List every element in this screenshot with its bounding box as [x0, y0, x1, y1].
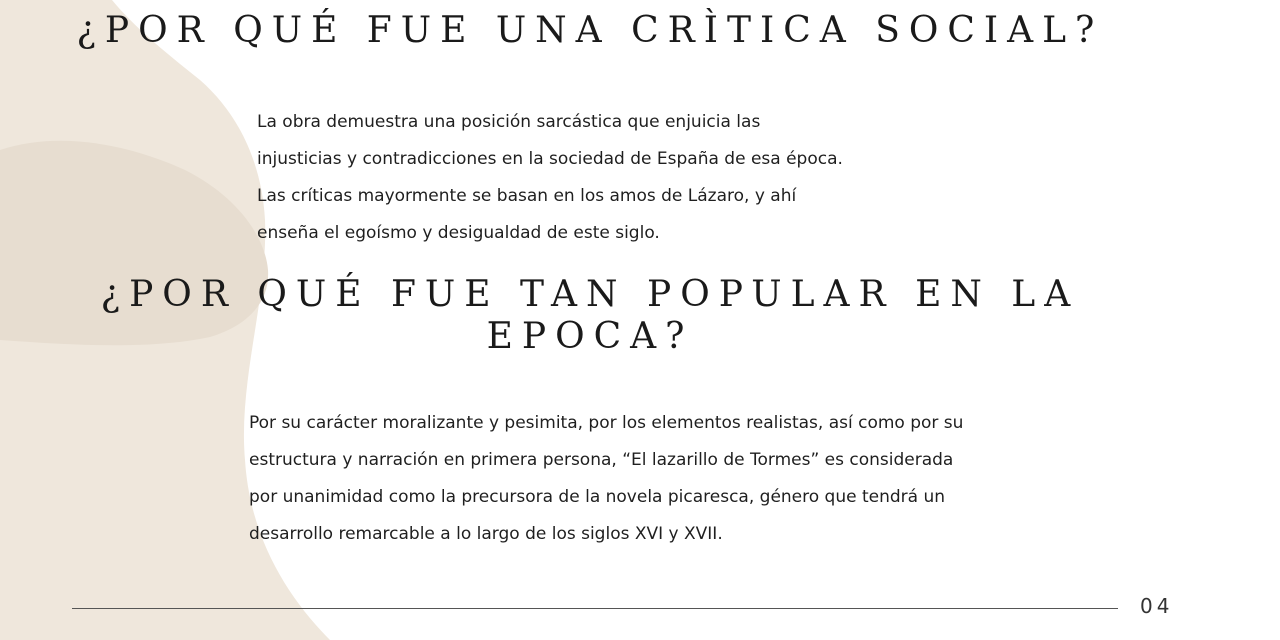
section-1-paragraph [257, 104, 843, 252]
paragraph-line: desarrollo remarcable a lo largo de los siglos XVI y XVII. [249, 524, 723, 544]
footer-divider [72, 608, 1118, 609]
paragraph-line: Por su carácter moralizante y pesimita, por los elementos realistas, así como por su [249, 413, 964, 433]
paragraph-line: por unanimidad como la precursora de la novela picaresca, género que tendrá un [249, 487, 946, 507]
paragraph-line: estructura y narración en primera persona, “El lazarillo de Tormes” es considerada [249, 450, 954, 470]
section-2-heading [60, 274, 1120, 358]
paragraph-line: La obra demuestra una posición sarcástica que enjuicia las [257, 112, 761, 132]
page-number: 04 [1140, 594, 1174, 618]
paragraph-line: Las críticas mayormente se basan en los amos de Lázaro, y ahí [257, 186, 797, 206]
heading-line: ¿POR QUÉ FUE TAN POPULAR EN LA [100, 274, 1080, 315]
section-1-heading: ¿POR QUÉ FUE UNA CRÌTICA SOCIAL? [76, 10, 1104, 51]
section-2-paragraph [249, 405, 963, 553]
heading-line: EPOCA? [486, 316, 694, 357]
paragraph-line: injusticias y contradicciones en la sociedad de España de esa época. [257, 149, 843, 169]
paragraph-line: enseña el egoísmo y desigualdad de este siglo. [257, 223, 660, 243]
